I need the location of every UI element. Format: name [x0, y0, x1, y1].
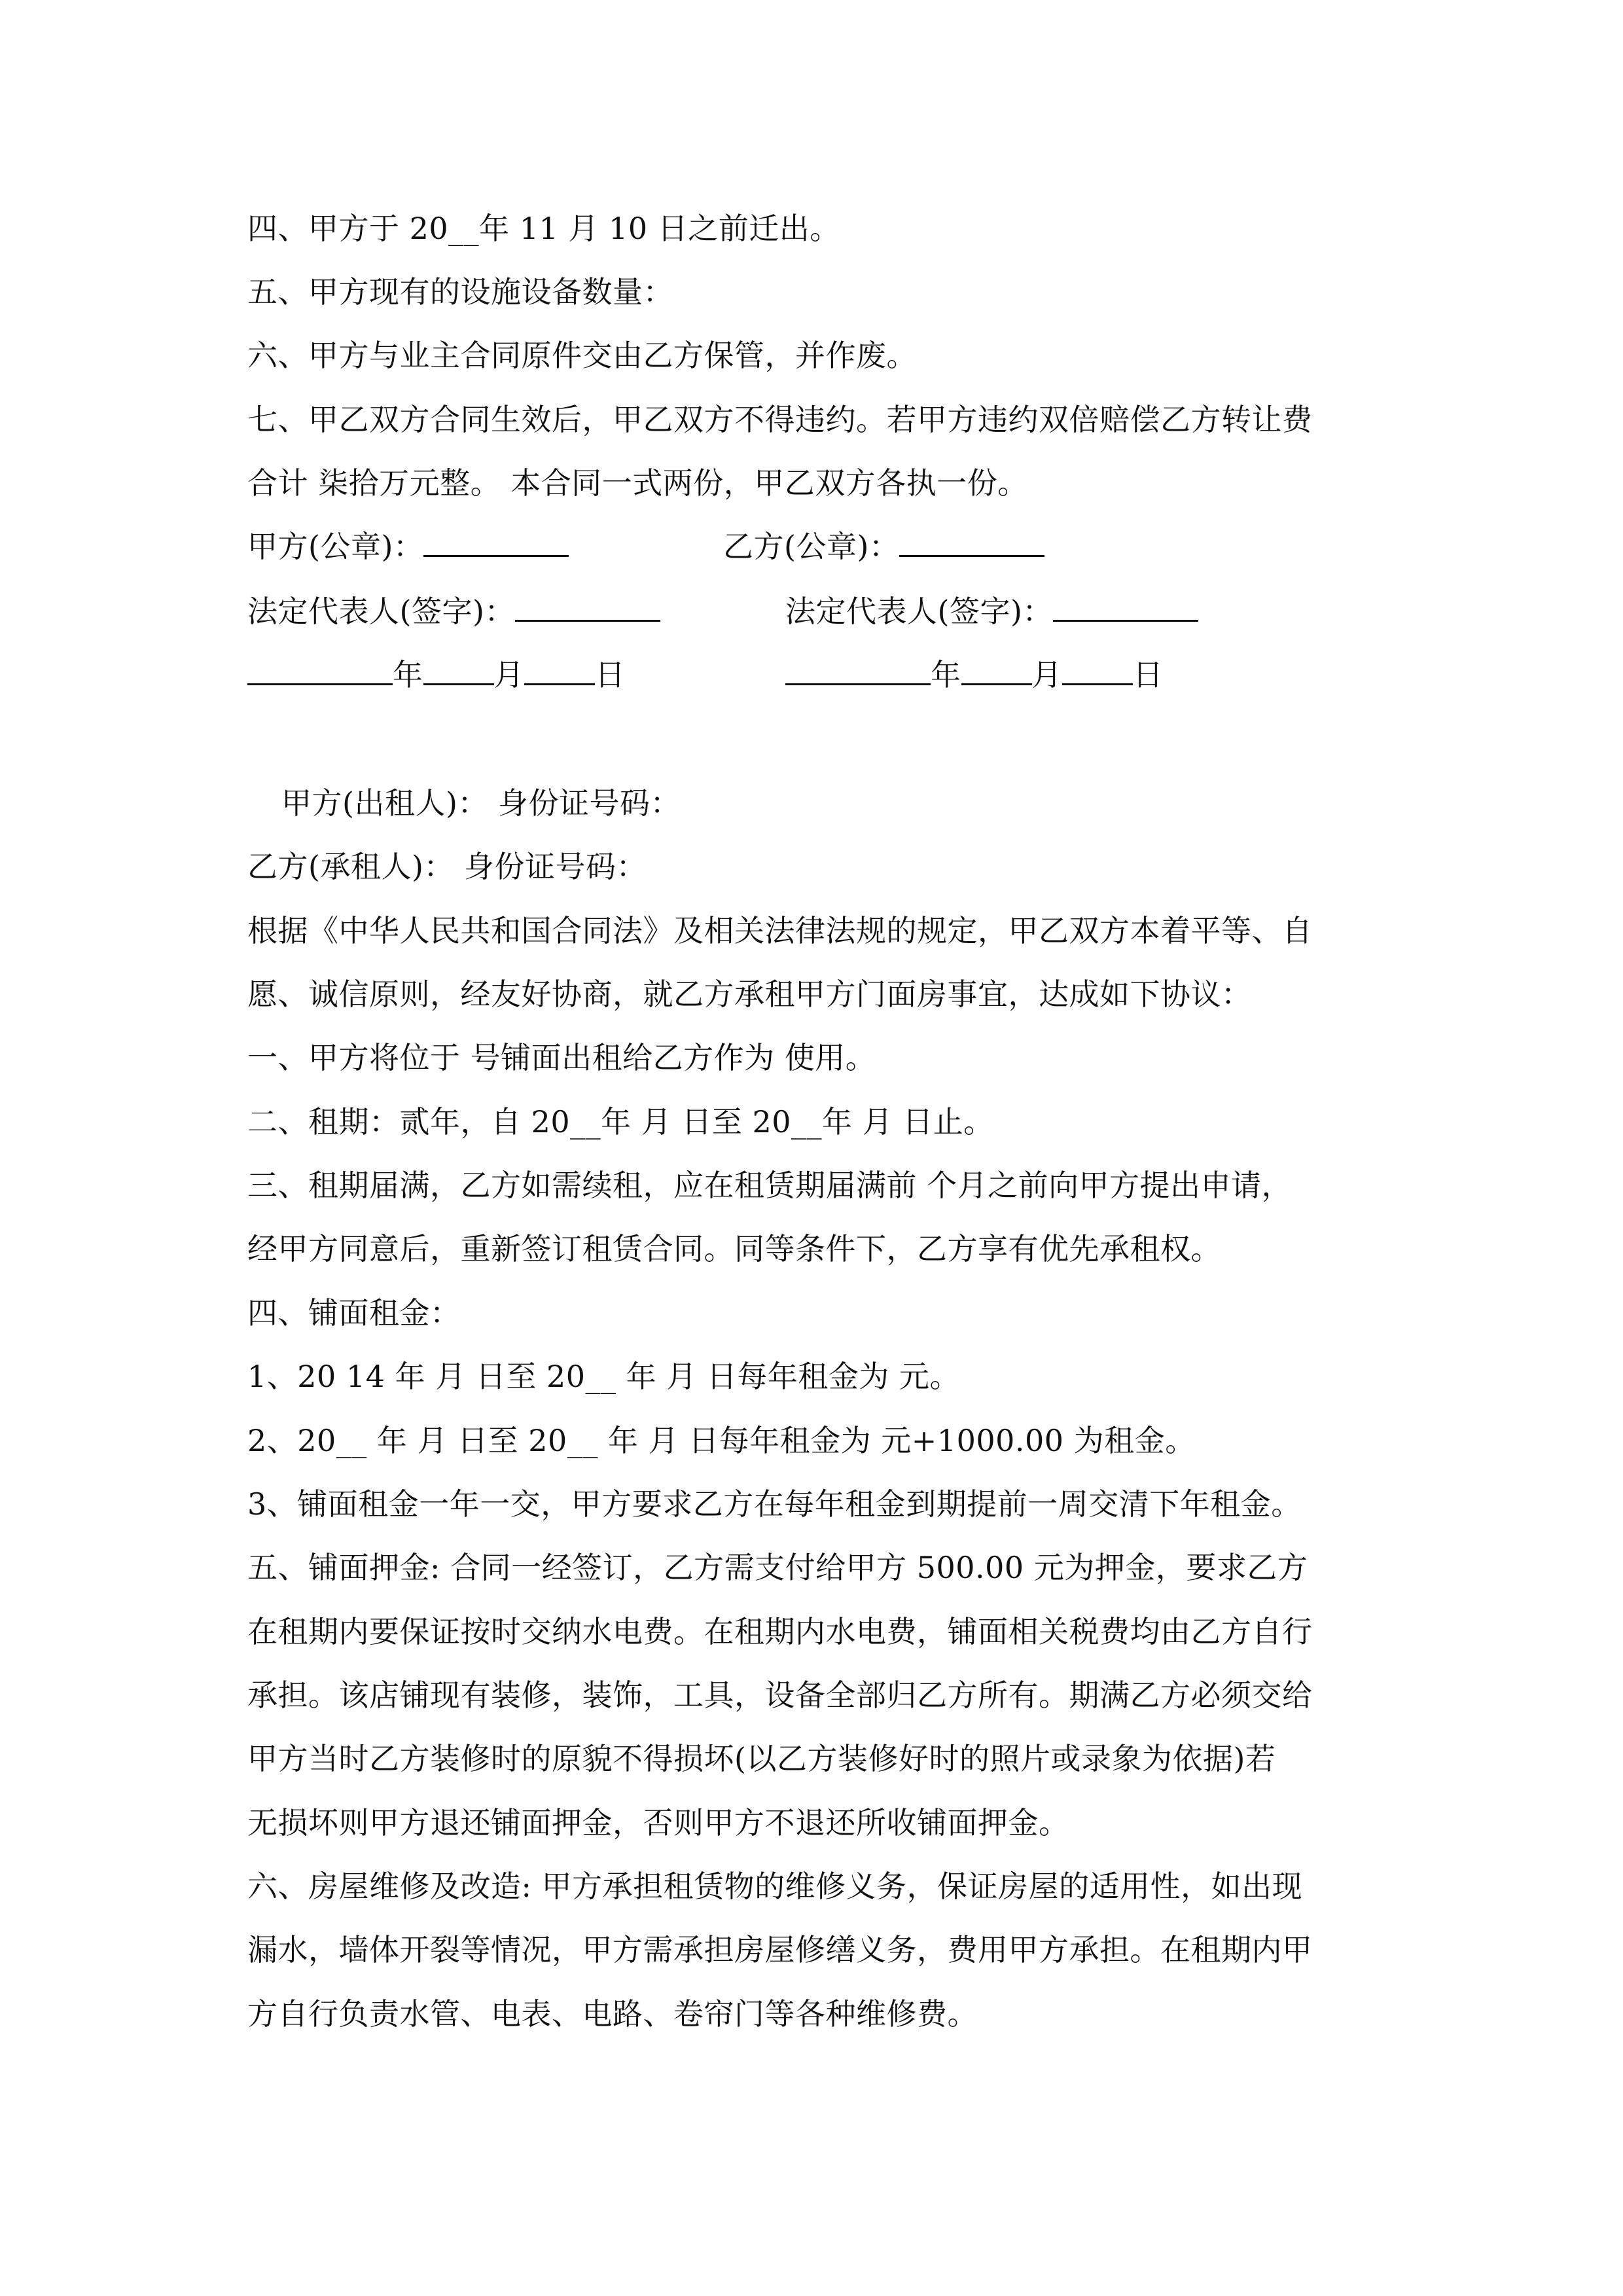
- date-b-month: 月: [1031, 657, 1062, 692]
- preamble-line1: 根据《中华人民共和国合同法》及相关法律法规的规定，甲乙双方本着平等、自: [247, 913, 1313, 948]
- clause-5-deposit-line1: 五、铺面押金: 合同一经签订，乙方需支付给甲方 500.00 元为押金，要求乙方: [247, 1550, 1308, 1585]
- rent-item-1: 1、20 14 年 月 日至 20__ 年 月 日每年租金为 元。: [247, 1359, 960, 1394]
- clause-7-breach-line2: 合计 柒拾万元整。 本合同一式两份，甲乙双方各执一份。: [247, 465, 1028, 501]
- date-b-year: 年: [931, 657, 961, 692]
- legal-rep-a-label: 法定代表人(签字)：: [247, 594, 515, 629]
- party-b-seal-label: 乙方(公章)：: [723, 529, 900, 564]
- date-a-day: 日: [595, 657, 626, 692]
- legal-rep-a-blank: [515, 591, 660, 622]
- clause-5-deposit-line2: 在租期内要保证按时交纳水电费。在租期内水电费，铺面相关税费均由乙方自行: [247, 1614, 1313, 1649]
- party-b-seal-blank: [899, 526, 1044, 557]
- clause-6-original-contract: 六、甲方与业主合同原件交由乙方保管，并作废。: [247, 338, 917, 373]
- lessor-line: 甲方(出租人)： 身份证号码：: [281, 785, 681, 821]
- date-b-day-blank: [1062, 655, 1133, 685]
- clause-5-facilities: 五、甲方现有的设施设备数量：: [247, 274, 673, 310]
- date-b-month-blank: [961, 655, 1032, 685]
- clause-4-moveout: 四、甲方于 20__年 11 月 10 日之前迁出。: [247, 211, 840, 246]
- legal-rep-b-label: 法定代表人(签字)：: [785, 594, 1053, 629]
- date-b-year-blank: [785, 655, 931, 685]
- clause-3-renewal-line2: 经甲方同意后，重新签订租赁合同。同等条件下，乙方享有优先承租权。: [247, 1231, 1221, 1266]
- seal-row-b: [723, 526, 1623, 567]
- clause-1-location: 一、甲方将位于 号铺面出租给乙方作为 使用。: [247, 1040, 876, 1075]
- party-a-seal-blank: [423, 526, 569, 557]
- date-a-year-blank: [247, 655, 393, 685]
- legal-rep-row-b: [785, 591, 1623, 632]
- clause-4-rent-heading: 四、铺面租金：: [247, 1295, 461, 1331]
- rent-item-3: 3、铺面租金一年一交，甲方要求乙方在每年租金到期提前一周交清下年租金。: [247, 1486, 1302, 1522]
- clause-5-deposit-line4: 甲方当时乙方装修时的原貌不得损坏(以乙方装修好时的照片或录象为依据)若: [247, 1741, 1276, 1776]
- preamble-line2: 愿、诚信原则，经友好协商，就乙方承租甲方门面房事宜，达成如下协议：: [247, 977, 1252, 1012]
- clause-5-deposit-line5: 无损坏则甲方退还铺面押金，否则甲方不退还所收铺面押金。: [247, 1805, 1069, 1840]
- date-a-year: 年: [393, 657, 423, 692]
- lessee-line: 乙方(承租人)： 身份证号码：: [247, 849, 647, 884]
- clause-7-breach-line1: 七、甲乙双方合同生效后，甲乙双方不得违约。若甲方违约双倍赔偿乙方转让费: [247, 402, 1313, 437]
- legal-rep-b-blank: [1053, 591, 1198, 622]
- date-a-day-blank: [524, 655, 595, 685]
- clause-2-term: 二、租期：贰年，自 20__年 月 日至 20__年 月 日止。: [247, 1104, 994, 1139]
- clause-6-repair-line1: 六、房屋维修及改造: 甲方承担租赁物的维修义务，保证房屋的适用性，如出现: [247, 1869, 1303, 1904]
- rent-item-2: 2、20__ 年 月 日至 20__ 年 月 日每年租金为 元+1000.00 为租金。: [247, 1423, 1196, 1458]
- clause-6-repair-line3: 方自行负责水管、电表、电路、卷帘门等各种维修费。: [247, 1996, 978, 2032]
- date-a-month: 月: [493, 657, 524, 692]
- date-row-b: [785, 655, 1623, 695]
- clause-3-renewal-line1: 三、租期届满，乙方如需续租，应在租赁期届满前 个月之前向甲方提出申请，: [247, 1168, 1293, 1203]
- date-a-month-blank: [423, 655, 494, 685]
- party-a-seal-label: 甲方(公章)：: [247, 529, 424, 564]
- date-b-day: 日: [1133, 657, 1164, 692]
- clause-5-deposit-line3: 承担。该店铺现有装修，装饰，工具，设备全部归乙方所有。期满乙方必须交给: [247, 1677, 1313, 1713]
- clause-6-repair-line2: 漏水，墙体开裂等情况，甲方需承担房屋修缮义务，费用甲方承担。在租期内甲: [247, 1932, 1313, 1967]
